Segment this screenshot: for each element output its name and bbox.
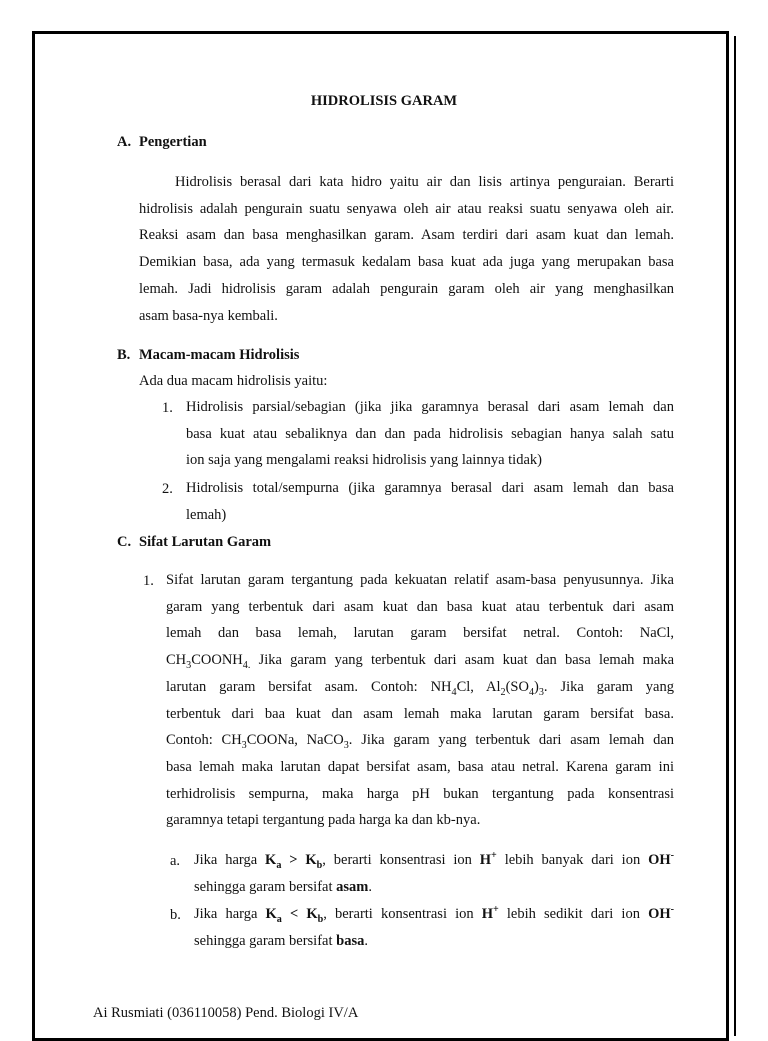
superscript: -	[670, 904, 674, 916]
subscript: 2	[500, 686, 506, 698]
page-border-shadow	[734, 36, 736, 1036]
section-a-heading: Pengertian	[139, 134, 207, 150]
kb-symbol: K	[305, 852, 317, 868]
superscript: +	[493, 904, 499, 916]
list-number: 1.	[162, 400, 173, 416]
paragraph-line: terbentuk dari baa kuat dan asam lemah maka larutan garam bersifat basa.	[166, 705, 674, 722]
text-run: larutan garam bersifat asam. Contoh: NH	[166, 678, 452, 695]
section-c-paragraph	[166, 567, 674, 834]
text-run: Jika garam yang terbentuk dari asam kuat dan basa lemah maka	[250, 652, 674, 669]
paragraph-line: garamnya tetapi tergantung pada harga ka dan kb-nya.	[166, 812, 481, 829]
emphasis: asam	[336, 878, 369, 895]
sublist-line	[194, 901, 674, 928]
paragraph-line: garam yang terbentuk dari asam kuat dan basa kuat atau terbentuk dari asam	[166, 598, 674, 615]
subscript: 4	[451, 686, 457, 698]
text-run: COONH	[191, 652, 243, 669]
document-title: HIDROLISIS GARAM	[310, 93, 458, 109]
text-run: Jika harga	[194, 906, 266, 922]
section-a-paragraph	[139, 169, 674, 329]
text-run: lebih banyak dari ion	[496, 852, 649, 868]
paragraph-line: Hidrolisis berasal dari kata hidro yaitu air dan lisis artinya penguraian. Berarti	[175, 174, 674, 190]
text-run: CH	[166, 652, 187, 669]
emphasis: basa	[336, 932, 365, 949]
section-a-label: A.	[117, 134, 132, 150]
paragraph-line: lemah. Jadi hidrolisis garam adalah pengurain garam oleh air yang menghasilkan	[139, 280, 674, 297]
subscript: 3	[241, 740, 247, 752]
text-run: Contoh: CH	[166, 732, 242, 749]
text-run: lebih sedikit dari ion	[498, 906, 649, 922]
text-run: COONa, NaCO	[246, 732, 344, 749]
subscript: a	[276, 913, 282, 925]
list-item-line: Hidrolisis parsial/sebagian (jika jika garamnya berasal dari asam lemah dan	[186, 399, 674, 415]
sublist-line	[194, 847, 674, 874]
paragraph-line: Demikian basa, ada yang termasuk kedalam basa kuat ada juga yang merupakan basa	[139, 254, 674, 271]
section-b-label: B.	[117, 347, 131, 363]
sublist-line	[194, 928, 674, 955]
text-run: (SO	[505, 678, 529, 695]
sublist-line	[194, 874, 674, 901]
paragraph-line	[166, 674, 674, 701]
oh-ion: OH	[648, 852, 671, 868]
text-run: sehingga garam bersifat	[194, 932, 337, 949]
subscript: 4.	[242, 660, 251, 671]
section-c-heading: Sifat Larutan Garam	[139, 534, 272, 550]
text-run: )	[534, 678, 539, 695]
comparison-operator: <	[281, 906, 307, 922]
list-item-line: Hidrolisis total/sempurna (jika garamnya berasal dari asam lemah dan basa	[186, 480, 674, 496]
sublist-item-b	[194, 901, 674, 954]
text-run: Cl, Al	[456, 678, 501, 695]
superscript: -	[670, 850, 675, 862]
paragraph-line: Reaksi asam dan basa menghasilkan garam. Asam terdiri dari asam kuat dan lemah.	[139, 227, 674, 244]
paragraph-line: Sifat larutan garam tergantung pada kekuatan relatif asam-basa penyusunnya. Jika	[166, 572, 674, 588]
text-run: , berarti konsentrasi ion	[322, 852, 480, 868]
kb-symbol: K	[306, 906, 318, 922]
paragraph-line: asam basa-nya kembali.	[139, 307, 278, 324]
list-item-line: ion saja yang mengalami reaksi hidrolisis yang lainnya tidak)	[186, 452, 542, 469]
subscript: b	[317, 913, 324, 925]
text-run: . Jika garam yang terbentuk dari asam lemah dan	[348, 732, 675, 749]
list-item	[186, 475, 674, 528]
sublist-item-a	[194, 847, 674, 900]
list-number: 1.	[143, 573, 154, 589]
section-b-heading: Macam-macam Hidrolisis	[139, 347, 300, 363]
ka-symbol: K	[265, 852, 277, 868]
ka-symbol: K	[265, 906, 277, 922]
section-c-label: C.	[117, 534, 132, 550]
text-run: . Jika garam yang	[543, 678, 674, 695]
paragraph-line: lemah dan basa lemah, larutan garam bersifat netral. Contoh: NaCl,	[166, 625, 674, 642]
subscript: 3	[343, 740, 349, 752]
text-run: , berarti konsentrasi ion	[323, 906, 482, 922]
text-run: .	[368, 878, 372, 895]
paragraph-line: terhidrolisis sempurna, maka harga pH bukan tergantung pada konsentrasi	[166, 785, 674, 802]
oh-ion: OH	[648, 906, 671, 922]
sublist-label: a.	[170, 853, 181, 869]
paragraph-line	[166, 727, 674, 754]
list-item	[186, 394, 674, 474]
subscript: 3	[186, 660, 192, 671]
list-number: 2.	[162, 481, 173, 497]
subscript: a	[276, 859, 282, 871]
section-b-intro: Ada dua macam hidrolisis yaitu:	[139, 373, 328, 389]
subscript: 3	[538, 686, 544, 698]
text-run: sehingga garam bersifat	[194, 878, 337, 895]
page-footer: Ai Rusmiati (036110058) Pend. Biologi IV/A	[93, 1005, 359, 1021]
subscript: 4	[528, 686, 535, 698]
text-run: Jika harga	[194, 852, 266, 868]
paragraph-line: hidrolisis adalah pengurain suatu senyawa oleh air atau reaksi suatu senyawa oleh air.	[139, 200, 674, 217]
h-ion: H	[481, 906, 494, 922]
subscript: b	[316, 859, 323, 871]
h-ion: H	[479, 852, 492, 868]
text-run: .	[364, 932, 368, 949]
sublist-label: b.	[170, 907, 181, 923]
list-item-line: basa kuat atau sebaliknya dan dan pada hidrolisis sebagian hanya salah satu	[186, 425, 674, 442]
list-item-line: lemah)	[186, 506, 227, 523]
comparison-operator: >	[281, 852, 306, 868]
superscript: +	[491, 850, 497, 862]
paragraph-line: basa lemah maka larutan dapat bersifat asam, basa atau netral. Karena garam ini	[166, 758, 674, 775]
paragraph-line	[166, 647, 674, 674]
